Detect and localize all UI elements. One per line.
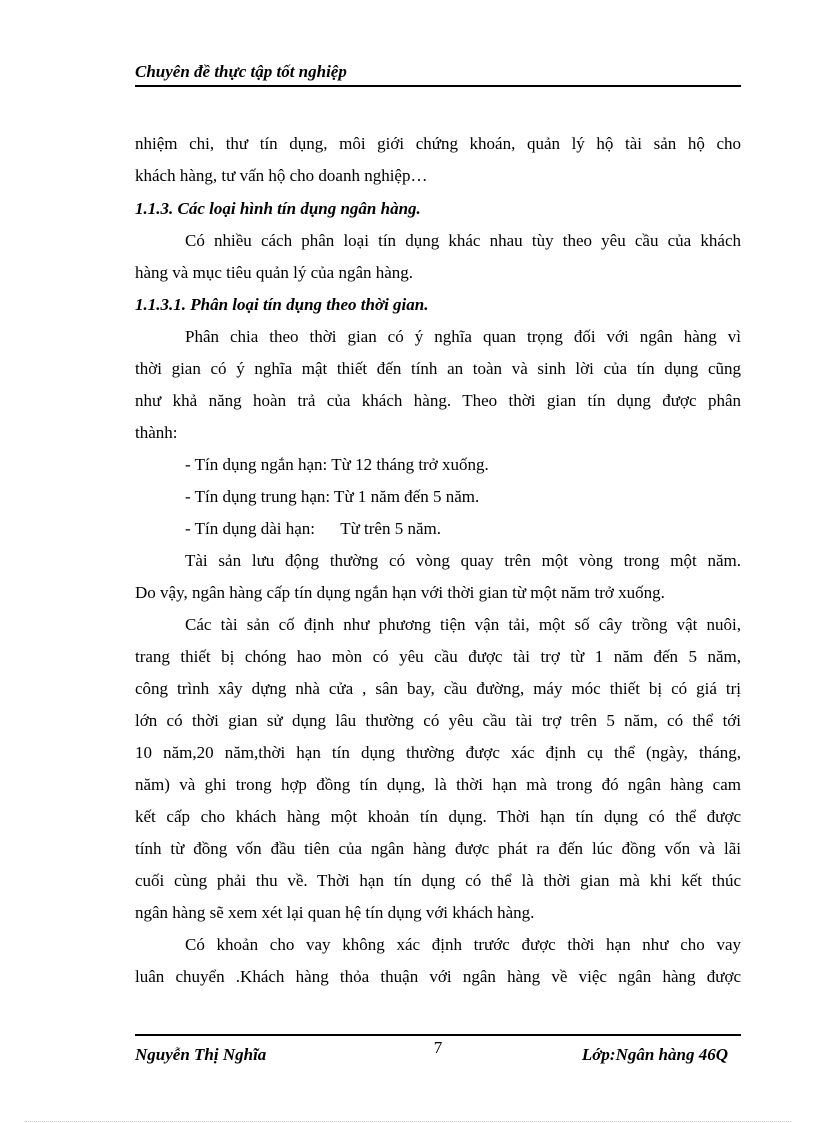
- body-line: luân chuyển .Khách hàng thỏa thuận với ngân hàng về việc ngân hàng được: [135, 967, 741, 986]
- list-item: - Tín dụng ngắn hạn: Từ 12 tháng trở xuống.: [185, 455, 489, 474]
- body-line: thời gian có ý nghĩa mật thiết đến tính an toàn và sinh lời của tín dụng cũng: [135, 359, 741, 378]
- list-item: - Tín dụng dài hạn: Từ trên 5 năm.: [185, 519, 441, 538]
- body-line: hàng và mục tiêu quản lý của ngân hàng.: [135, 263, 414, 282]
- footer-class-label: Lớp:Ngân hàng 46Q: [581, 1045, 728, 1064]
- body-line: thành:: [135, 423, 178, 442]
- body-line: trang thiết bị chóng hao mòn có yêu cầu được tài trợ từ 1 năm đến 5 năm,: [135, 647, 741, 666]
- body-line: nhiệm chi, thư tín dụng, môi giới chứng khoán, quản lý hộ tài sản hộ cho: [135, 134, 741, 153]
- body-line: Tài sản lưu động thường có vòng quay trên một vòng trong một năm.: [185, 551, 741, 570]
- footer-divider: [135, 1034, 741, 1036]
- body-line: năm) và ghi trong hợp đồng tín dụng, là thời hạn mà trong đó ngân hàng cam: [135, 775, 741, 794]
- body-line: tính từ đồng vốn đầu tiên của ngân hàng được phát ra đến lúc đồng vốn và lãi: [135, 839, 741, 858]
- body-line: như khả năng hoàn trả của khách hàng. Theo thời gian tín dụng được phân: [135, 391, 741, 410]
- body-line: công trình xây dựng nhà cửa , sân bay, cầu đường, máy móc thiết bị có giá trị: [135, 679, 741, 698]
- body-line: lớn có thời gian sử dụng lâu thường có yêu cầu tài trợ trên 5 năm, có thể tới: [135, 711, 741, 730]
- footer-author: Nguyễn Thị Nghĩa: [135, 1045, 267, 1064]
- body-line: Các tài sản cố định như phương tiện vận tải, một số cây trồng vật nuôi,: [185, 615, 741, 634]
- header-title: Chuyên đề thực tập tốt nghiệp: [135, 62, 347, 81]
- body-line: cuối cùng phải thu về. Thời hạn tín dụng có thể là thời gian mà khi kết thúc: [135, 871, 741, 890]
- page-bottom-border: [25, 1121, 791, 1122]
- list-item: - Tín dụng trung hạn: Từ 1 năm đến 5 năm.: [185, 487, 480, 506]
- body-line: Phân chia theo thời gian có ý nghĩa quan trọng đối với ngân hàng vì: [185, 327, 741, 346]
- header-divider: [135, 85, 741, 87]
- body-line: 10 năm,20 năm,thời hạn tín dụng thường được xác định cụ thể (ngày, tháng,: [135, 743, 741, 762]
- body-line: Do vậy, ngân hàng cấp tín dụng ngắn hạn với thời gian từ một năm trở xuống.: [135, 583, 665, 602]
- subsection-heading: 1.1.3.1. Phân loại tín dụng theo thời gian.: [135, 295, 429, 314]
- body-line: ngân hàng sẽ xem xét lại quan hệ tín dụng với khách hàng.: [135, 903, 535, 922]
- page-number: 7: [433, 1038, 443, 1057]
- body-line: Có nhiều cách phân loại tín dụng khác nhau tùy theo yêu cầu của khách: [185, 231, 741, 250]
- body-line: khách hàng, tư vấn hộ cho doanh nghiệp…: [135, 166, 428, 185]
- body-line: kết cấp cho khách hàng một khoản tín dụng. Thời hạn tín dụng có thể được: [135, 807, 741, 826]
- section-heading: 1.1.3. Các loại hình tín dụng ngân hàng.: [135, 199, 421, 218]
- body-line: Có khoản cho vay không xác định trước được thời hạn như cho vay: [185, 935, 741, 954]
